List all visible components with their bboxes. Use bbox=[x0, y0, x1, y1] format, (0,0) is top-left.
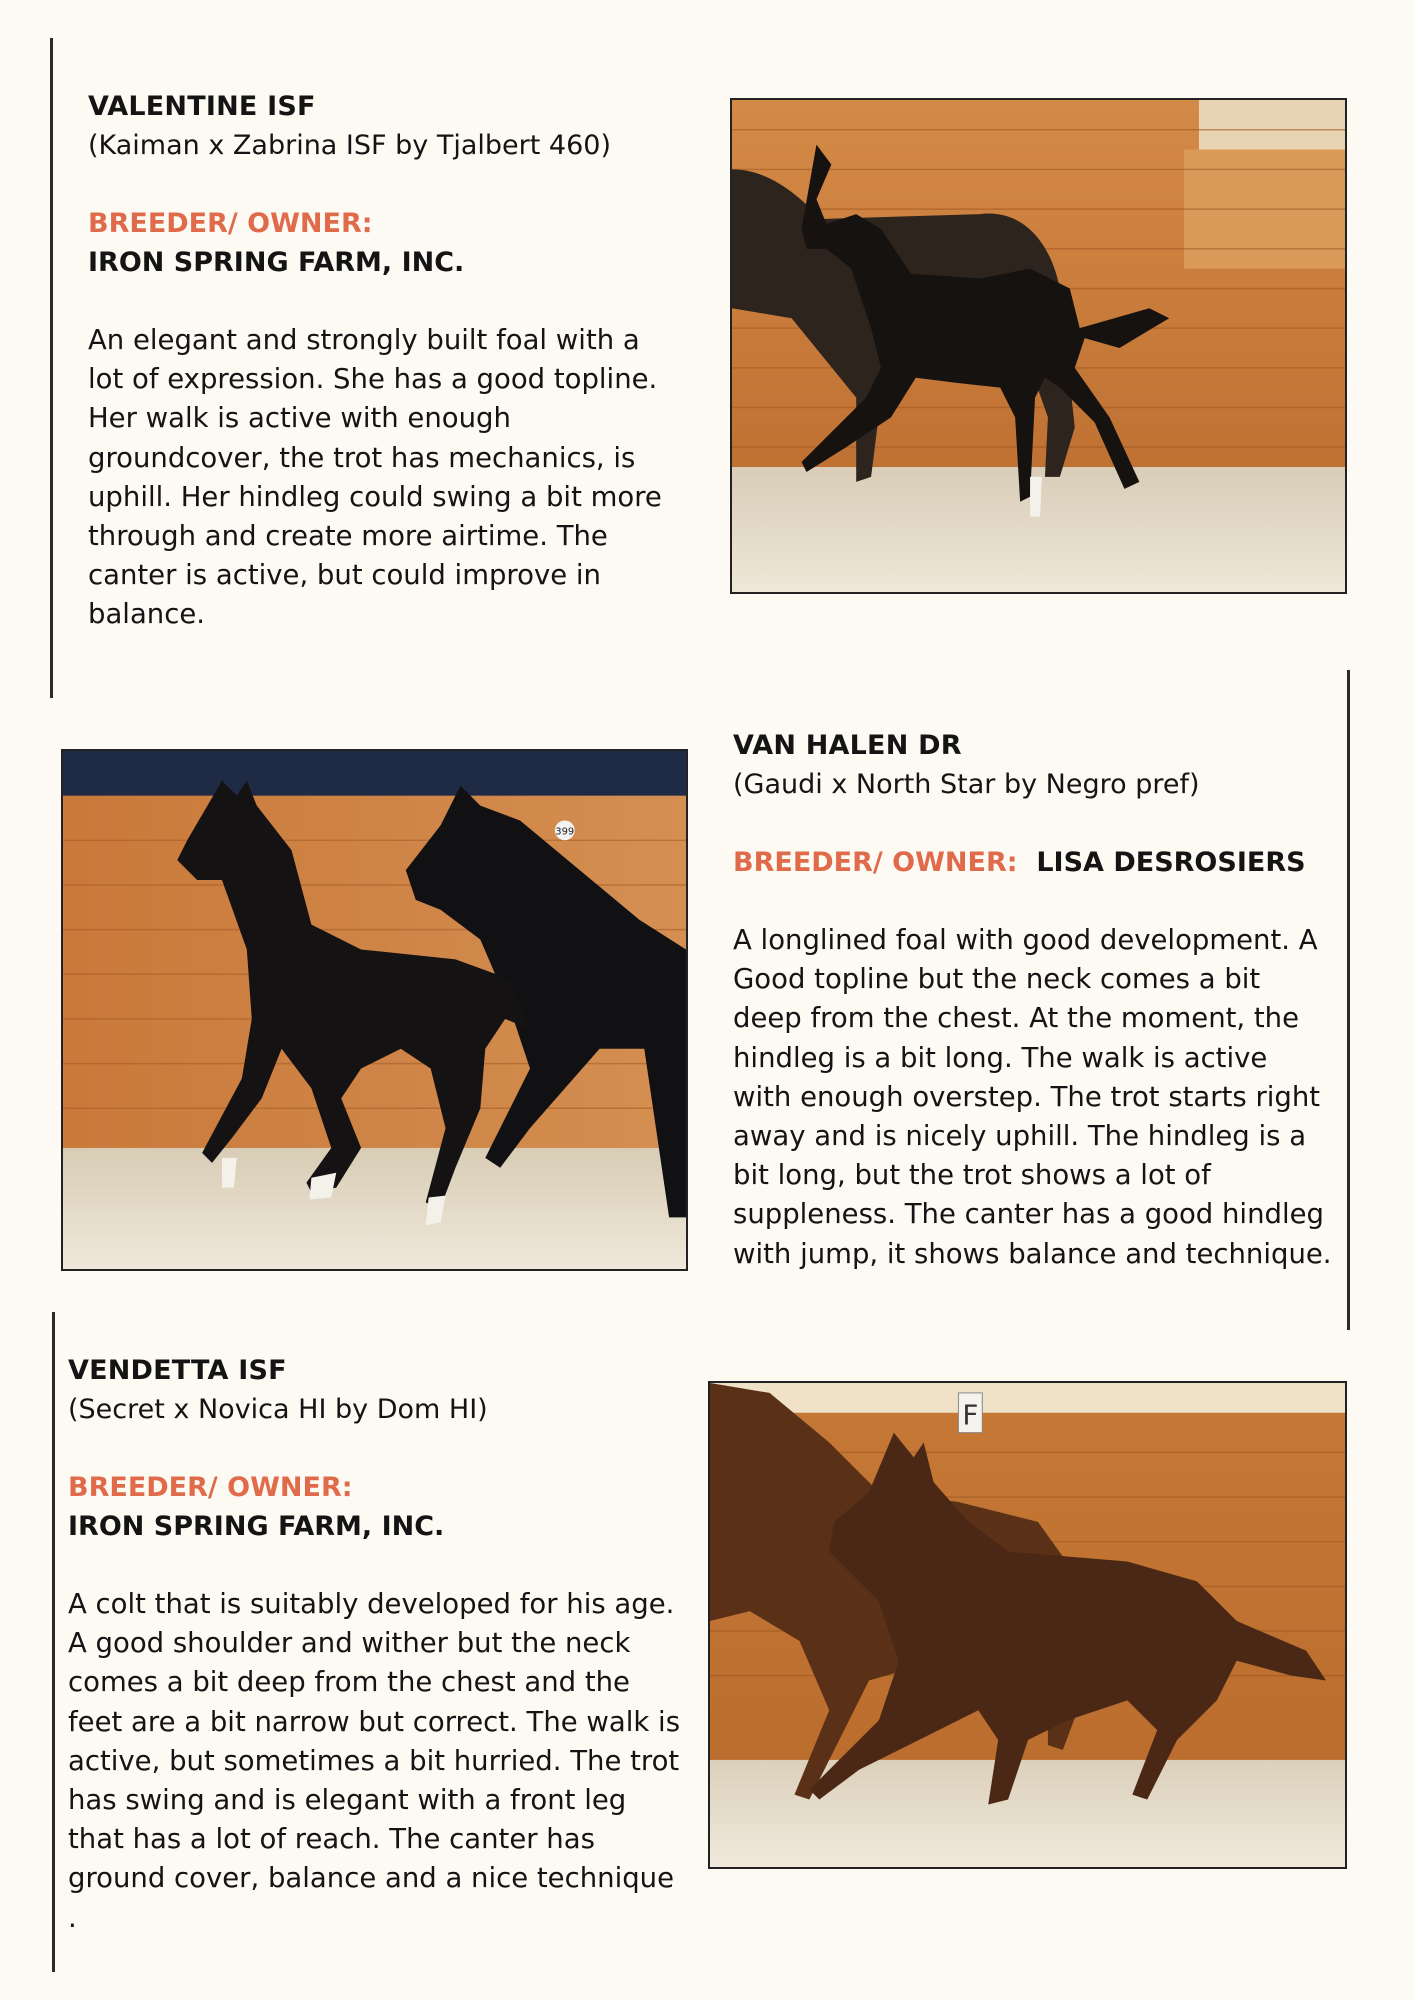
breeder-label: BREEDER/ OWNER: bbox=[88, 208, 373, 239]
foal-photo-valentine bbox=[730, 98, 1347, 594]
number-tag-label: 399 bbox=[555, 826, 575, 838]
left-divider-bar bbox=[50, 38, 53, 698]
foal-photo-vendetta bbox=[708, 1381, 1347, 1869]
horse-pedigree: (Kaiman x Zabrina ISF by Tjalbert 460) bbox=[88, 130, 611, 161]
foal-photo-van-halen bbox=[61, 749, 688, 1271]
owner-name: IRON SPRING FARM, INC. bbox=[88, 247, 465, 278]
entry-van-halen bbox=[733, 726, 1333, 1274]
horse-name: VALENTINE ISF bbox=[88, 91, 316, 122]
horse-pedigree: (Secret x Novica HI by Dom HI) bbox=[68, 1394, 488, 1425]
left-divider-bar bbox=[52, 1312, 55, 1972]
entry-valentine bbox=[88, 87, 688, 635]
entry-vendetta bbox=[68, 1351, 688, 1938]
horse-name: VAN HALEN DR bbox=[733, 730, 962, 761]
horse-description: A colt that is suitably developed for his age. A good shoulder and wither but the neck comes a bit deep from the chest and the feet are a bit narrow but correct. The walk is active, but sometimes a bit hurried. The trot has swing and is elegant with a front leg that has a lot of reach. The canter has ground cover, balance and a nice technique . bbox=[68, 1588, 681, 1934]
horse-pedigree: (Gaudi x North Star by Negro pref) bbox=[733, 769, 1200, 800]
breeder-label: BREEDER/ OWNER: bbox=[733, 847, 1018, 878]
arena-letter: F bbox=[962, 1398, 979, 1432]
horse-name: VENDETTA ISF bbox=[68, 1355, 287, 1386]
owner-name: LISA DESROSIERS bbox=[1036, 847, 1306, 878]
horse-description: A longlined foal with good development. A Good topline but the neck comes a bit deep from the chest. At the moment, the hindleg is a bit long. The walk is active with enough overstep. The trot starts right away and is nicely uphill. The hindleg is a bit long, but the trot shows a lot of suppleness. The canter has a good hindleg with jump, it shows balance and technique. bbox=[733, 924, 1332, 1270]
breeder-label: BREEDER/ OWNER: bbox=[68, 1472, 353, 1503]
right-divider-bar bbox=[1347, 670, 1350, 1330]
owner-name: IRON SPRING FARM, INC. bbox=[68, 1511, 445, 1542]
horse-description: An elegant and strongly built foal with a lot of expression. She has a good topline. Her walk is active with enough groundcover, the trot has mechanics, is uphill. Her hindleg could swing a bit more through and create more airtime. The canter is active, but could improve in balance. bbox=[88, 324, 662, 631]
